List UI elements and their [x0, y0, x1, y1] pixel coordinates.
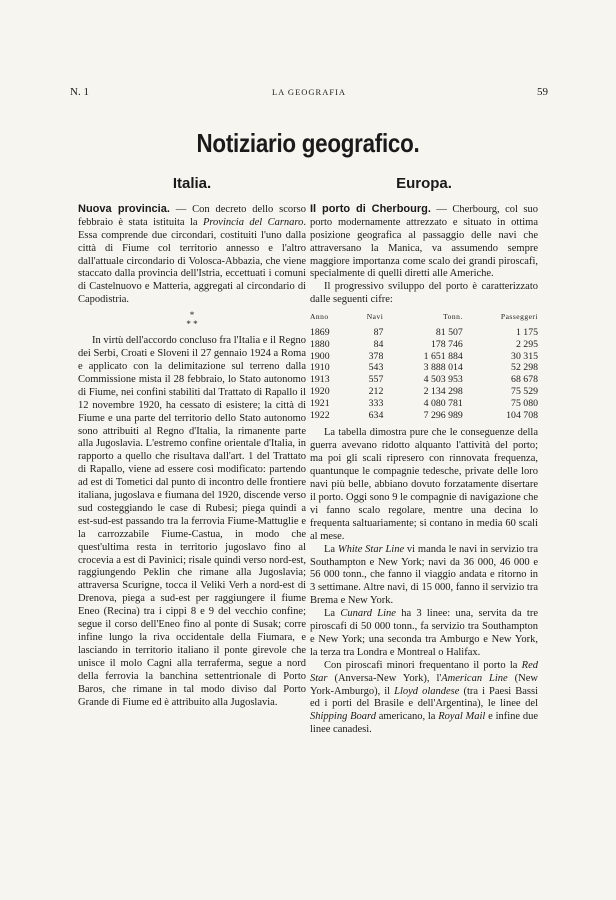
- paragraph-white-star: La White Star Line vi manda le navi in servizio tra Southampton e New York; navi da 36 000, 46 000 e 56 000 tonn., che fanno il viaggio andata e ritorno in 3 settimane. Altre navi, di 15 000, fanno il servizio tra Brema e New York.: [310, 543, 538, 607]
- page-header: [70, 86, 548, 100]
- col-header-passeggeri: Passeggeri: [500, 312, 538, 322]
- table-row: 1900 378 1 651 884 30 315: [310, 350, 538, 362]
- table-row: 1913 557 4 503 953 68 678: [310, 374, 538, 386]
- issue-number: N. 1: [70, 86, 89, 98]
- running-title: LA GEOGRAFIA: [271, 87, 347, 97]
- paragraph-tabella: La tabella dimostra pure che le conseguenze della guerra avevano ridotto alquanto l'attività del porto; ma poi gli scali ripresero con rinnovata frequenza, quantunque le compagnie tedesche, private delle loro navi più belle, abbiano dovuto forzatamente disertare il porto. Oggi sono 9 le compagnie di navigazione che vi fanno scalo regolare, mentre una decina lo frequenta saltuariamente; si contano in media 60 scali al mese.: [310, 427, 538, 542]
- paragraph-sviluppo: Il progressivo sviluppo del porto è caratterizzato dalle seguenti cifre:: [310, 281, 538, 306]
- section-heading-italia: Italia.: [172, 175, 212, 192]
- table-row: 1869 87 81 507 1 175: [310, 327, 538, 339]
- column-europa: [310, 175, 539, 737]
- table-row: 1922 634 7 296 989 104 708: [310, 409, 538, 421]
- paragraph-fiume-accordo: In virtù dell'accordo concluso fra l'Italia e il Regno dei Serbi, Croati e Sloveni il 27 gennaio 1924 a Roma e applicato con la delimitazione sul terreno dalla Commissione mista il 28 febbraio, lo Stato autonomo di Fiume, nei confini stabiliti dal Trattato di Rapallo il 12 novembre 1920, ha cessato di esistere; la città di Fiume e una parte del territorio dello Stato autonomo sono attribuiti al Regno d'Italia, la rimanente parte alla Jugoslavia. L'estremo confine orientale d'Italia, in rapporto a quello che risultava dall'art. 1 del Trattato di Rapallo, viene ad essere così modificato: partendo ad est di Tometici dal punto di incontro delle frontiere italiana, jugoslava e fiumana del 1920, discende verso sud costeggiando le case di Rubesi; piega quindi a est-sud-est passando tra la ferrovia Fiume-Mattuglie e la carrozzabile Fiume-Castua, in modo che quest'ultima resta in territorio jugoslavo fino al crocevia a est di Pavinici; risale quindi verso nord-est, raggiungendo Peklin che rimane alla Jugoslavia; attraversa Scurigne, tocca il Veliki Verh a nord-est di Drenova, piega a sud-est per raggiungere il fiume Eneo (Recina) tra i cippi 8 e 9 del vecchio confine; segue il corso dell'Eneo fino al ponte di Susak; corre infine lungo la riva occidentale della Fiumara, e lasciando in territorio italiano il ponte girevole che unisce il molo Cagni alla terraferma, segue a nord della ferrovia la banchina settentrionale di Porto Baros, che rimane in tal modo diviso dal Porto Grande di Fiume ed è attribuito alla Jugoslavia.: [78, 335, 306, 708]
- section-heading-europa: Europa.: [396, 175, 452, 192]
- table-header-row: [310, 311, 538, 327]
- table-row: 1921 333 4 080 781 75 080: [310, 397, 538, 409]
- page-title: Notiziario geografico.: [196, 128, 420, 158]
- paragraph-nuova-provincia: Nuova provincia. — Con decreto dello scorso febbraio è stata istituita la Provincia del Carnaro. Essa comprende due circondari, costituiti l'uno dalla città di Fiume col territorio annesso e l'altro dall'attuale circondario di Volosca-Abbazia, che viene staccato dalla provincia dell'Istria, eccettuati i comuni di Castelnuovo e Matteria, aggregati al circondario di Capodistria.: [78, 202, 306, 306]
- col-header-navi: Navi: [366, 312, 384, 322]
- lead-cherbourg: Il porto di Cherbourg.: [310, 202, 431, 215]
- lead-nuova-provincia: Nuova provincia.: [78, 202, 170, 215]
- col-header-anno: Anno: [310, 312, 329, 322]
- paragraph-cherbourg: Il porto di Cherbourg. — Cherbourg, col suo porto modernamente attrezzato e situato in ottima posizione geografica al passaggio delle navi che attraversano la Manica, va assumendo sempre maggiore importanza come scalo dei grandi piroscafi, specialmente di quelli diretti alle Americhe.: [310, 202, 538, 280]
- page-number: 59: [537, 86, 548, 98]
- table-row: 1910 543 3 888 014 52 298: [310, 362, 538, 374]
- paragraph-piroscafi-minori: Con piroscafi minori frequentano il porto la Red Star (Anversa-New York), l'American Line (New York-Amburgo), il Lloyd olandese (tra i Paesi Bassi ed i porti del Brasile e dell'Argentina), le linee del Shipping Board americano, la Royal Mail e infine due linee canadesi.: [310, 659, 539, 736]
- col-header-tonn: Tonn.: [443, 312, 463, 322]
- column-italia: [78, 175, 306, 709]
- paragraph-cunard: La Cunard Line ha 3 linee: una, servita da tre piroscafi di 50 000 tonn., fa servizio tra Southampton e New York; una seconda tra Amburgo e New York, la terza tra Londra e Montreal o Halifax.: [310, 608, 538, 658]
- table-row: 1880 84 178 746 2 295: [310, 338, 538, 350]
- section-divider: * * *: [186, 310, 198, 330]
- port-statistics-table: [310, 311, 538, 421]
- table-row: 1920 212 2 134 298 75 529: [310, 386, 538, 398]
